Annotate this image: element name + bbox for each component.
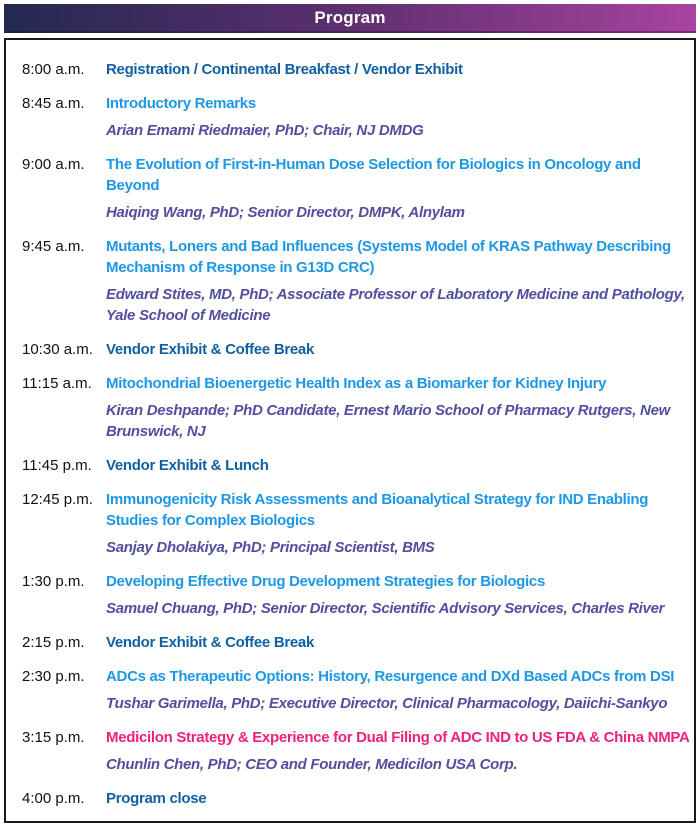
agenda-time: 12:45 p.m. [22,491,93,508]
agenda-cell [106,571,694,619]
agenda-speaker: Kiran Deshpande; PhD Candidate, Ernest Mario School of Pharmacy Rutgers, New Brunswick, NJ [106,402,670,440]
program-header-title: Program [314,7,386,27]
agenda-speaker: Tushar Garimella, PhD; Executive Director, Clinical Pharmacology, Daiichi-Sankyo [106,695,668,712]
agenda-speaker: Samuel Chuang, PhD; Senior Director, Scientific Advisory Services, Charles River [106,600,665,617]
agenda-time: 4:00 p.m. [22,790,85,807]
agenda-title: Developing Effective Drug Development Strategies for Biologics [106,573,545,590]
agenda-time: 9:00 a.m. [22,156,85,173]
agenda-time: 11:15 a.m. [22,375,92,392]
agenda-speaker: Arian Emami Riedmaier, PhD; Chair, NJ DMDG [106,122,424,139]
agenda-cell [106,339,694,360]
agenda-time: 10:30 a.m. [22,341,93,358]
agenda-time: 2:15 p.m. [22,634,85,651]
agenda-cell [106,666,694,714]
agenda-time: 9:45 a.m. [22,238,85,255]
agenda-cell [106,236,694,326]
agenda-title: Medicilon Strategy & Experience for Dual Filing of ADC IND to US FDA & China NMPA [106,729,690,746]
agenda-speaker: Edward Stites, MD, PhD; Associate Professor of Laboratory Medicine and Pathology, Yale School of Medicine [106,286,685,324]
agenda-cell [106,489,694,558]
agenda-title: Immunogenicity Risk Assessments and Bioanalytical Strategy for IND Enabling Studies for Complex Biologics [106,491,649,529]
agenda-time: 11:45 p.m. [22,457,92,474]
agenda-speaker: Chunlin Chen, PhD; CEO and Founder, Medicilon USA Corp. [106,756,518,773]
agenda-cell [106,154,694,223]
schedule-box [4,38,696,823]
agenda-cell [106,788,694,809]
agenda-row [22,666,694,714]
agenda-title: Registration / Continental Breakfast / Vendor Exhibit [106,61,463,78]
agenda-time: 3:15 p.m. [22,729,85,746]
agenda-title: ADCs as Therapeutic Options: History, Resurgence and DXd Based ADCs from DSI [106,668,675,685]
agenda-title: Vendor Exhibit & Lunch [106,457,269,474]
agenda-title: Introductory Remarks [106,95,256,112]
program-header [4,4,696,33]
agenda-title: Mitochondrial Bioenergetic Health Index as a Biomarker for Kidney Injury [106,375,607,392]
agenda-title: The Evolution of First-in-Human Dose Selection for Biologics in Oncology and Beyond [106,156,641,194]
agenda-row [22,236,694,326]
agenda-row [22,154,694,223]
agenda-cell [106,632,694,653]
agenda-row [22,571,694,619]
agenda-cell [106,93,694,141]
agenda-title: Vendor Exhibit & Coffee Break [106,341,315,358]
agenda-row [22,455,694,476]
agenda-row [22,489,694,558]
agenda-row [22,632,694,653]
agenda-speaker: Haiqing Wang, PhD; Senior Director, DMPK, Alnylam [106,204,465,221]
agenda-title: Mutants, Loners and Bad Influences (Systems Model of KRAS Pathway Describing Mechanism of Response in G13D CRC) [106,238,671,276]
agenda-cell [106,727,694,775]
agenda-row [22,373,694,442]
agenda-time: 1:30 p.m. [22,573,85,590]
agenda-row [22,339,694,360]
agenda-row [22,788,694,809]
agenda-time: 8:45 a.m. [22,95,85,112]
agenda-row [22,59,694,80]
agenda-row [22,727,694,775]
agenda-title: Program close [106,790,207,807]
agenda-time: 8:00 a.m. [22,61,85,78]
agenda-title: Vendor Exhibit & Coffee Break [106,634,315,651]
agenda-cell [106,373,694,442]
agenda-speaker: Sanjay Dholakiya, PhD; Principal Scientist, BMS [106,539,435,556]
agenda-time: 2:30 p.m. [22,668,85,685]
agenda-cell [106,59,694,80]
agenda-cell [106,455,694,476]
agenda-row [22,93,694,141]
